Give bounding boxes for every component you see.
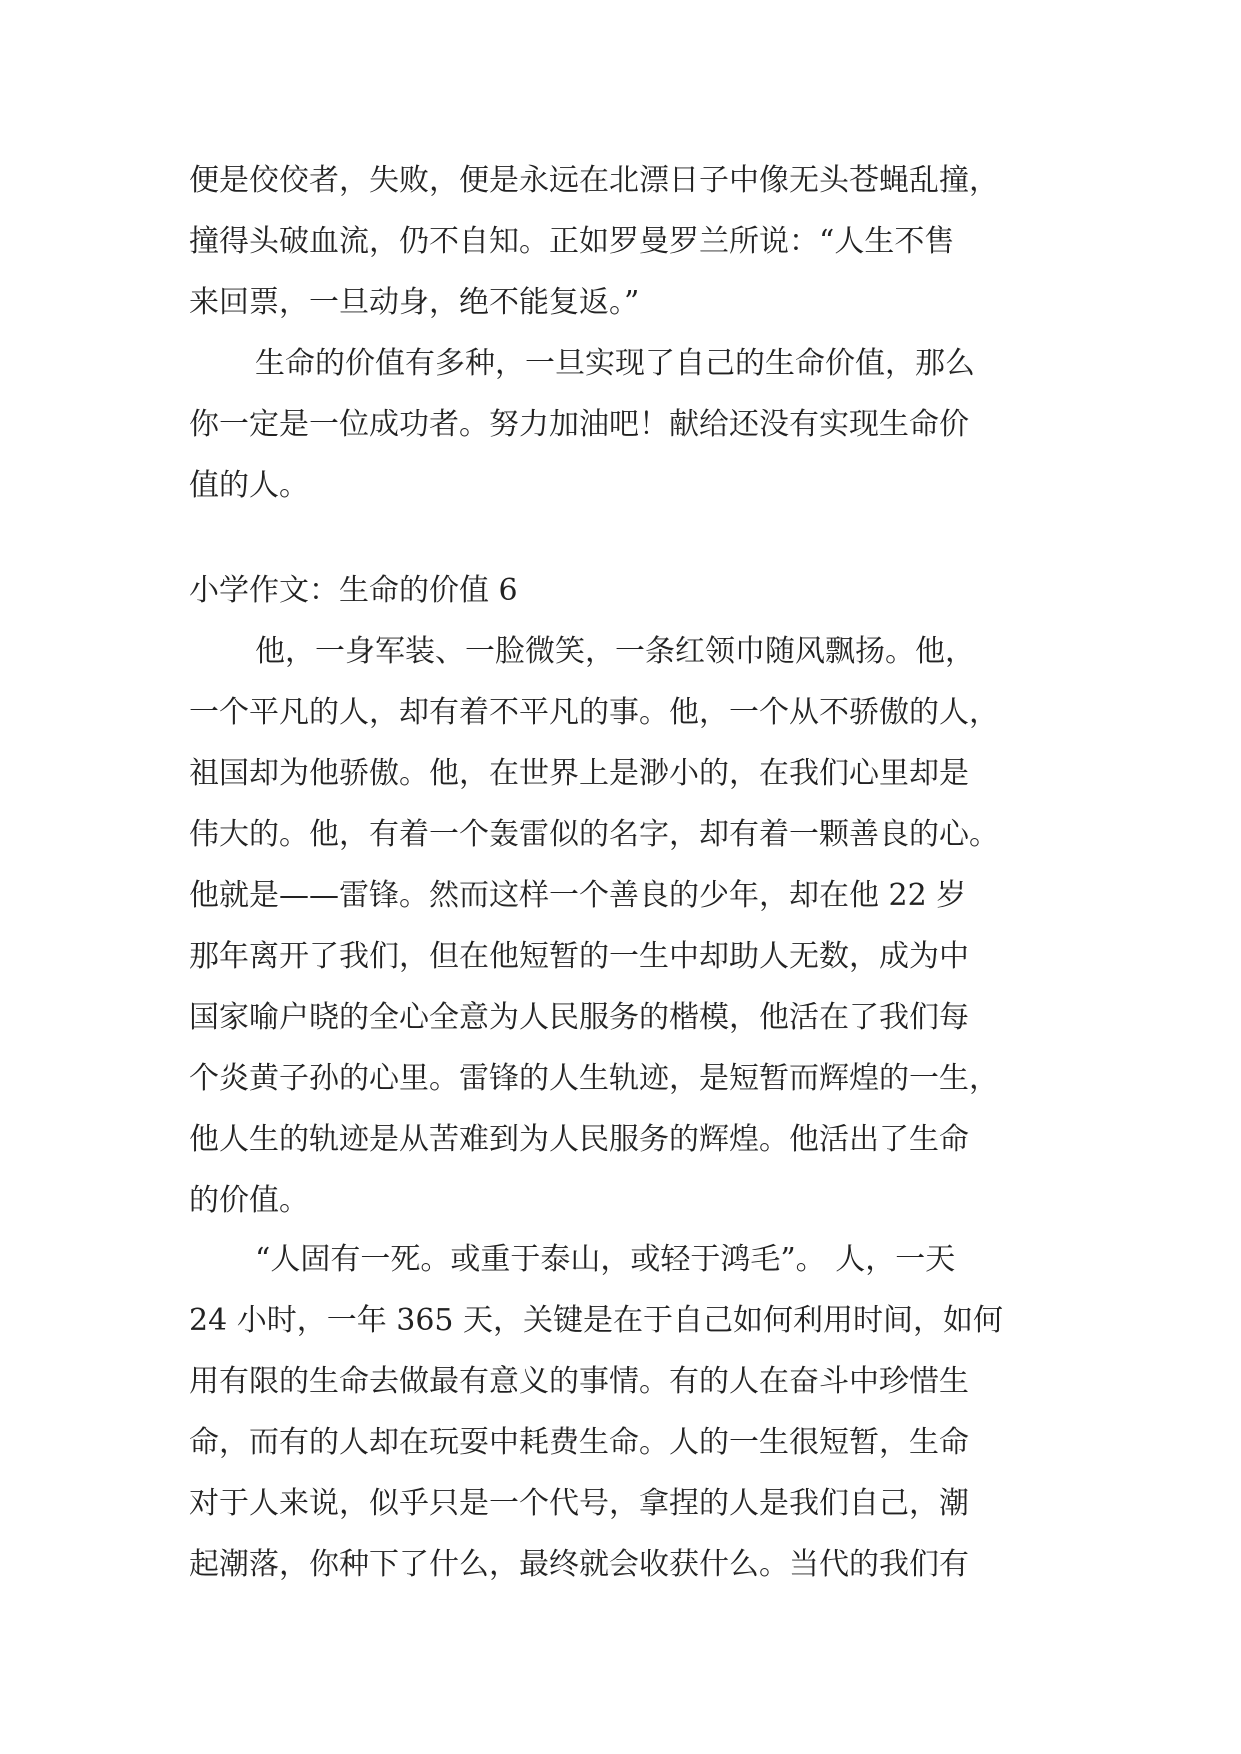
text-line: 生命的价值有多种，一旦实现了自己的生命价值，那么 — [255, 346, 975, 381]
text-line: 那年离开了我们，但在他短暂的一生中却助人无数，成为中 — [189, 939, 969, 974]
text-line: 的价值。 — [189, 1183, 309, 1218]
text-line: 对于人来说，似乎只是一个代号，拿捏的人是我们自己，潮 — [189, 1486, 969, 1521]
section-heading — [189, 560, 1053, 621]
text-line: 值的人。 — [189, 468, 309, 503]
text-line: 24 小时，一年 365 天，关键是在于自己如何利用时间，如何 — [189, 1303, 1004, 1338]
text-line: “人固有一死。或重于泰山，或轻于鸿毛”。 人，一天 — [255, 1242, 956, 1277]
paragraph — [189, 621, 1053, 1231]
text-line: 祖国却为他骄傲。他，在世界上是渺小的，在我们心里却是 — [189, 756, 969, 791]
text-line: 用有限的生命去做最有意义的事情。有的人在奋斗中珍惜生 — [189, 1364, 969, 1399]
text-line: 个炎黄子孙的心里。雷锋的人生轨迹，是短暂而辉煌的一生， — [189, 1061, 999, 1096]
text-line: 他就是——雷锋。然而这样一个善良的少年，却在他 22 岁 — [189, 878, 967, 913]
paragraph — [189, 333, 1053, 516]
text-line: 便是佼佼者，失败，便是永远在北漂日子中像无头苍蝇乱撞， — [189, 163, 999, 198]
text-line: 起潮落，你种下了什么，最终就会收获什么。当代的我们有 — [189, 1547, 969, 1582]
text-line: 国家喻户晓的全心全意为人民服务的楷模，他活在了我们每 — [189, 1000, 969, 1035]
paragraph — [189, 1229, 1053, 1595]
text-line: 他，一身军装、一脸微笑，一条红领巾随风飘扬。他， — [255, 634, 975, 669]
paragraph-continuation — [189, 150, 1053, 333]
text-line: 一个平凡的人，却有着不平凡的事。他，一个从不骄傲的人， — [189, 695, 999, 730]
text-line: 来回票，一旦动身，绝不能复返。” — [189, 285, 640, 320]
text-line: 他人生的轨迹是从苦难到为人民服务的辉煌。他活出了生命 — [189, 1122, 969, 1157]
text-line: 伟大的。他，有着一个轰雷似的名字，却有着一颗善良的心。 — [189, 817, 999, 852]
text-line: 命，而有的人却在玩耍中耗费生命。人的一生很短暂，生命 — [189, 1425, 969, 1460]
heading-text: 小学作文：生命的价值 6 — [189, 573, 518, 608]
text-line: 你一定是一位成功者。努力加油吧！献给还没有实现生命价 — [189, 407, 969, 442]
text-line: 撞得头破血流，仍不自知。正如罗曼罗兰所说：“人生不售 — [189, 224, 955, 259]
